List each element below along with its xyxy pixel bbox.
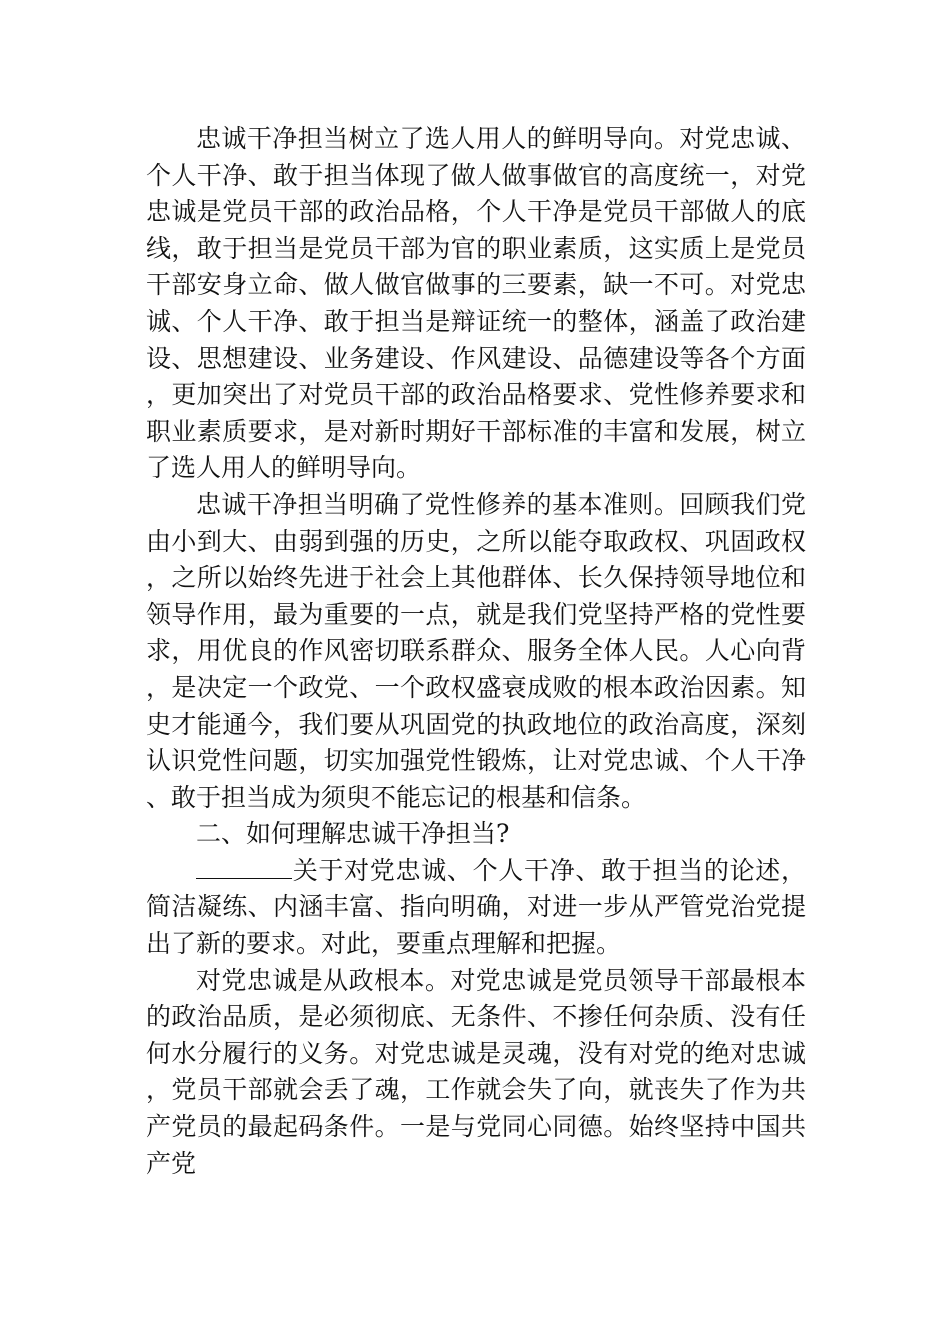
- paragraph-party-spirit: 忠诚干净担当明确了党性修养的基本准则。回顾我们党由小到大、由弱到强的历史，之所以能夺取政权、巩固政权，之所以始终先进于社会上其他群体、长久保持领导地位和领导作用，最为重要的一点，就是我们党坚持严格的党性要求，用优良的作风密切联系群众、服务全体人民。人心向背，是决定一个政党、一个政权盛衰成败的根本政治因素。知史才能通今，我们要从巩固党的执政地位的政治高度，深刻认识党性问题，切实加强党性锻炼，让对党忠诚、个人干净、敢于担当成为须臾不能忘记的根基和信条。: [146, 489, 806, 812]
- paragraph-loyalty-root: 对党忠诚是从政根本。对党忠诚是党员领导干部最根本的政治品质，是必须彻底、无条件、不掺任何杂质、没有任何水分履行的义务。对党忠诚是灵魂，没有对党的绝对忠诚，党员干部就会丢了魂，工作就会失了向，就丧失了作为共产党员的最起码条件。一是与党同心同德。始终坚持中国共产党: [146, 965, 806, 1178]
- paragraph-loyalty-orientation: 忠诚干净担当树立了选人用人的鲜明导向。对党忠诚、个人干净、敢于担当体现了做人做事做官的高度统一，对党忠诚是党员干部的政治品格，个人干净是党员干部做人的底线，敢于担当是党员干部为官的职业素质，这实质上是党员干部安身立命、做人做官做事的三要素，缺一不可。对党忠诚、个人干净、敢于担当是辩证统一的整体，涵盖了政治建设、思想建设、业务建设、作风建设、品德建设等各个方面，更加突出了对党员干部的政治品格要求、党性修养要求和职业素质要求，是对新时期好干部标准的丰富和发展，树立了选人用人的鲜明导向。: [146, 124, 806, 483]
- section-heading-2: 二、如何理解忠诚干净担当?: [196, 819, 510, 849]
- document-body: [146, 121, 806, 1182]
- paragraph-discourse-text: 关于对党忠诚、个人干净、敢于担当的论述，简洁凝练、内涵丰富、指向明确，对进一步从严管党治党提出了新的要求。对此，要重点理解和把握。: [146, 855, 806, 959]
- paragraph-discourse: [146, 853, 806, 963]
- blank-underline: [196, 856, 292, 879]
